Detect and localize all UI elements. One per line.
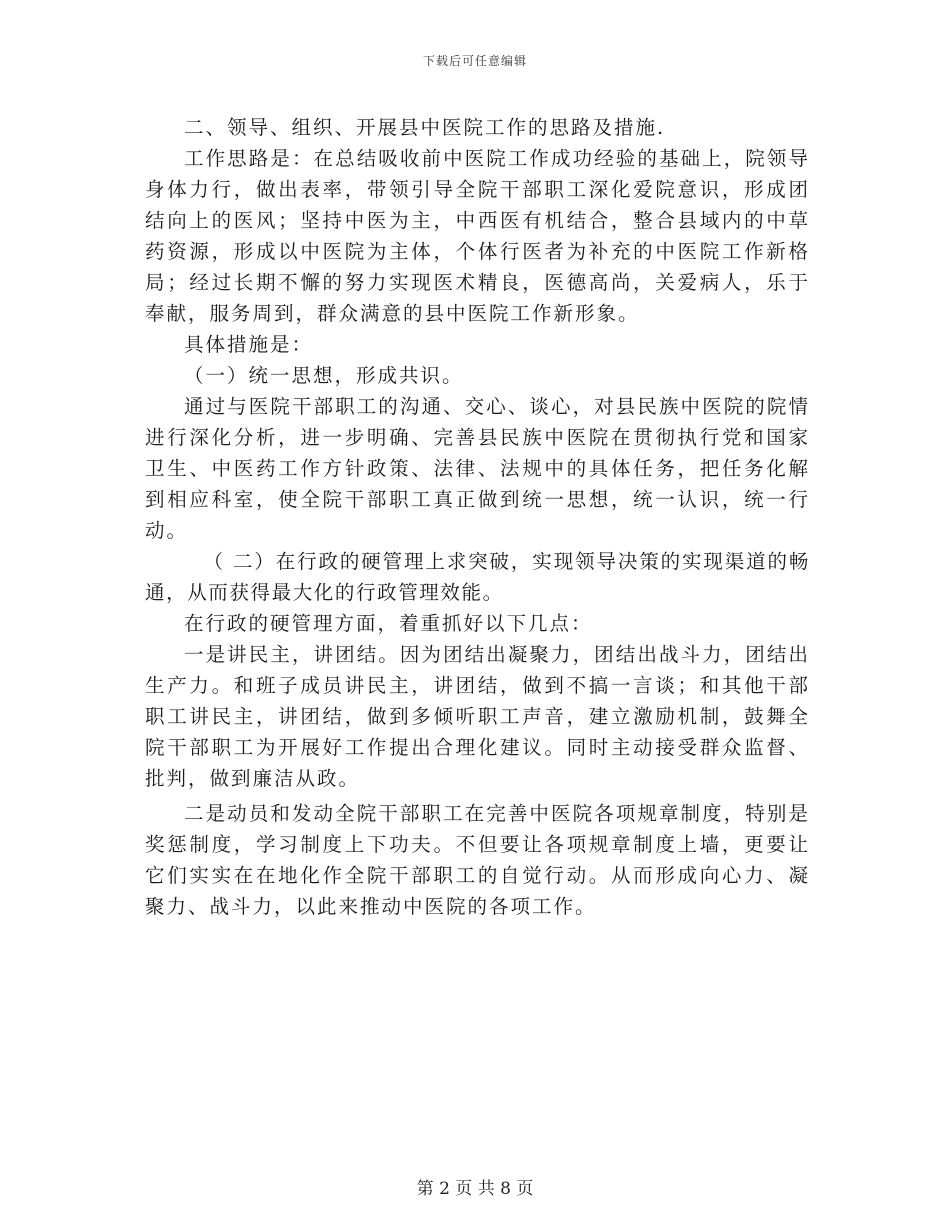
- paragraph-measures-intro: 具体措施是：: [184, 333, 314, 356]
- page-header-note: 下载后可任意编辑: [422, 54, 527, 68]
- paragraph-unify-thinking: 通过与医院干部职工的沟通、交心、谈心，对县民族中医院的院情进行深化分析，进一步明确、完善县民族中医院在贯彻执行党和国家卫生、中医药工作方针政策、法律、法规中的具体任务，把任务化解到相应科室，使全院干部职工真正做到统一思想，统一认识，统一行动。: [145, 395, 810, 542]
- paragraph-point-two: 二是动员和发动全院干部职工在完善中医院各项规章制度，特别是奖惩制度，学习制度上下功夫。不但要让各项规章制度上墙，更要让它们实实在在地化作全院干部职工的自觉行动。从而形成向心力、凝聚力、战斗力，以此来推动中医院的各项工作。: [145, 802, 810, 918]
- document-body: [145, 112, 810, 922]
- paragraph-work-approach: 工作思路是：在总结吸收前中医院工作成功经验的基础上，院领导身体力行，做出表率，带领引导全院干部职工深化爱院意识，形成团结向上的医风；坚持中医为主，中西医有机结合，整合县域内的中草药资源，形成以中医院为主体，个体行医者为补充的中医院工作新格局；经过长期不懈的努力实现医术精良，医德高尚，关爱病人，乐于奉献，服务周到，群众满意的县中医院工作新形象。: [145, 147, 810, 325]
- subheading-admin-breakthrough: （ 二）在行政的硬管理上求突破，实现领导决策的实现渠道的畅通，从而获得最大化的行政管理效能。: [145, 550, 810, 604]
- subheading-unify-thinking: （一）统一思想，形成共识。: [184, 364, 464, 387]
- page-number: 第 2 页 共 8 页: [416, 1179, 534, 1199]
- section-heading: 二、领导、组织、开展县中医院工作的思路及措施.: [184, 116, 666, 139]
- paragraph-admin-points-intro: 在行政的硬管理方面，着重抓好以下几点：: [184, 612, 593, 635]
- paragraph-point-one: 一是讲民主，讲团结。因为团结出凝聚力，团结出战斗力，团结出生产力。和班子成员讲民主，讲团结，做到不搞一言谈；和其他干部职工讲民主，讲团结，做到多倾听职工声音，建立激励机制，鼓舞全院干部职工为开展好工作提出合理化建议。同时主动接受群众监督、批判，做到廉洁从政。: [145, 643, 810, 790]
